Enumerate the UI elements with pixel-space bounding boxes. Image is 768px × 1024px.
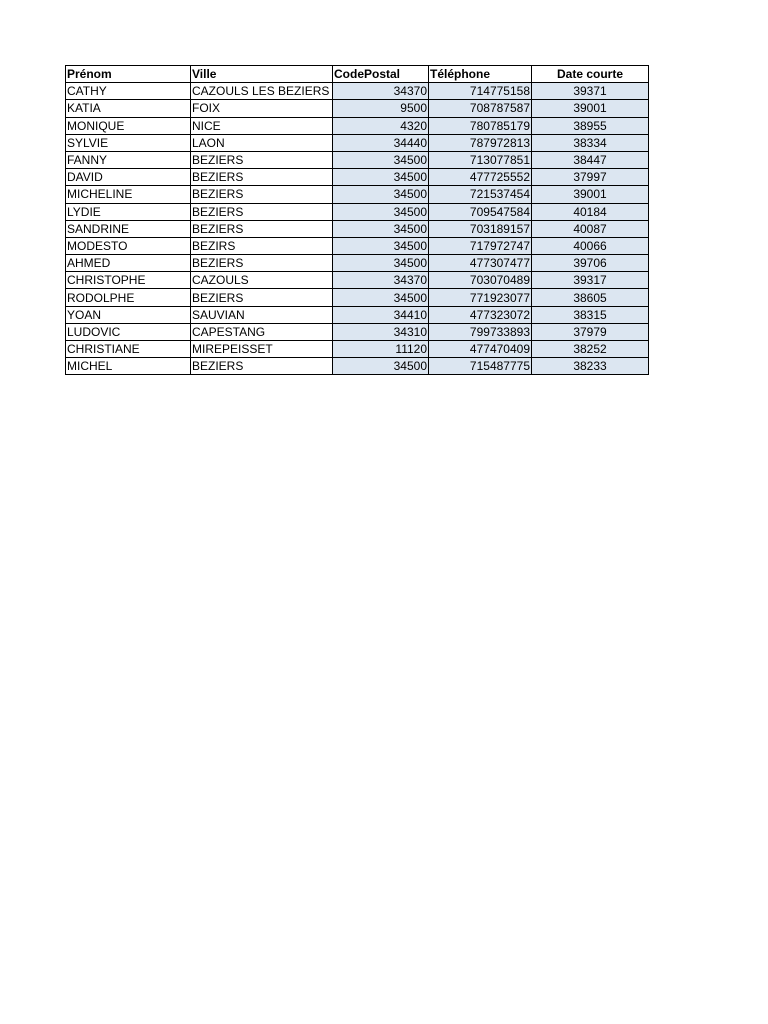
- cell-prenom[interactable]: CHRISTIANE: [66, 341, 191, 358]
- cell-codepostal[interactable]: 4320: [333, 117, 429, 134]
- cell-telephone[interactable]: 708787587: [429, 100, 532, 117]
- table-row: [66, 323, 649, 340]
- table-row: [66, 151, 649, 168]
- cell-codepostal[interactable]: 34500: [333, 358, 429, 375]
- cell-telephone[interactable]: 787972813: [429, 134, 532, 151]
- cell-ville[interactable]: BEZIRS: [191, 237, 333, 254]
- cell-prenom[interactable]: KATIA: [66, 100, 191, 117]
- cell-codepostal[interactable]: 34310: [333, 323, 429, 340]
- table-row: [66, 169, 649, 186]
- table-row: [66, 186, 649, 203]
- header-row: [66, 66, 649, 83]
- cell-ville[interactable]: BEZIERS: [191, 151, 333, 168]
- cell-ville[interactable]: BEZIERS: [191, 358, 333, 375]
- cell-prenom[interactable]: YOAN: [66, 306, 191, 323]
- cell-telephone[interactable]: 477470409: [429, 341, 532, 358]
- spreadsheet-page: [65, 65, 649, 375]
- cell-date-courte[interactable]: 38447: [532, 151, 649, 168]
- cell-prenom[interactable]: MONIQUE: [66, 117, 191, 134]
- cell-ville[interactable]: CAZOULS: [191, 272, 333, 289]
- cell-prenom[interactable]: SYLVIE: [66, 134, 191, 151]
- cell-prenom[interactable]: MICHELINE: [66, 186, 191, 203]
- cell-prenom[interactable]: LYDIE: [66, 203, 191, 220]
- cell-date-courte[interactable]: 38955: [532, 117, 649, 134]
- contacts-table: [65, 65, 649, 375]
- cell-date-courte[interactable]: 40066: [532, 237, 649, 254]
- cell-ville[interactable]: SAUVIAN: [191, 306, 333, 323]
- cell-ville[interactable]: BEZIERS: [191, 169, 333, 186]
- cell-codepostal[interactable]: 34500: [333, 186, 429, 203]
- table-body: [66, 83, 649, 375]
- cell-telephone[interactable]: 709547584: [429, 203, 532, 220]
- cell-ville[interactable]: CAPESTANG: [191, 323, 333, 340]
- table-row: [66, 358, 649, 375]
- cell-ville[interactable]: BEZIERS: [191, 203, 333, 220]
- header-telephone: Téléphone: [429, 66, 532, 83]
- table-row: [66, 220, 649, 237]
- header-codepostal: CodePostal: [333, 66, 429, 83]
- cell-telephone[interactable]: 713077851: [429, 151, 532, 168]
- cell-telephone[interactable]: 715487775: [429, 358, 532, 375]
- table-row: [66, 237, 649, 254]
- cell-prenom[interactable]: FANNY: [66, 151, 191, 168]
- cell-date-courte[interactable]: 37979: [532, 323, 649, 340]
- cell-codepostal[interactable]: 34500: [333, 203, 429, 220]
- cell-prenom[interactable]: RODOLPHE: [66, 289, 191, 306]
- table-row: [66, 306, 649, 323]
- cell-codepostal[interactable]: 34500: [333, 151, 429, 168]
- cell-prenom[interactable]: CATHY: [66, 83, 191, 100]
- cell-codepostal[interactable]: 9500: [333, 100, 429, 117]
- cell-ville[interactable]: LAON: [191, 134, 333, 151]
- cell-telephone[interactable]: 477323072: [429, 306, 532, 323]
- cell-prenom[interactable]: MODESTO: [66, 237, 191, 254]
- cell-date-courte[interactable]: 40184: [532, 203, 649, 220]
- cell-codepostal[interactable]: 34500: [333, 237, 429, 254]
- header-date-courte: Date courte: [532, 66, 649, 83]
- cell-telephone[interactable]: 477725552: [429, 169, 532, 186]
- cell-codepostal[interactable]: 34500: [333, 289, 429, 306]
- cell-prenom[interactable]: AHMED: [66, 255, 191, 272]
- cell-date-courte[interactable]: 40087: [532, 220, 649, 237]
- cell-date-courte[interactable]: 39317: [532, 272, 649, 289]
- table-row: [66, 255, 649, 272]
- cell-telephone[interactable]: 703189157: [429, 220, 532, 237]
- cell-telephone[interactable]: 477307477: [429, 255, 532, 272]
- cell-codepostal[interactable]: 34370: [333, 272, 429, 289]
- table-row: [66, 134, 649, 151]
- cell-ville[interactable]: BEZIERS: [191, 289, 333, 306]
- cell-date-courte[interactable]: 39371: [532, 83, 649, 100]
- table-row: [66, 100, 649, 117]
- cell-codepostal[interactable]: 34440: [333, 134, 429, 151]
- cell-prenom[interactable]: SANDRINE: [66, 220, 191, 237]
- cell-telephone[interactable]: 714775158: [429, 83, 532, 100]
- cell-date-courte[interactable]: 37997: [532, 169, 649, 186]
- table-row: [66, 83, 649, 100]
- cell-ville[interactable]: CAZOULS LES BEZIERS: [191, 83, 333, 100]
- cell-ville[interactable]: BEZIERS: [191, 186, 333, 203]
- table-row: [66, 117, 649, 134]
- cell-codepostal[interactable]: 34370: [333, 83, 429, 100]
- cell-prenom[interactable]: CHRISTOPHE: [66, 272, 191, 289]
- cell-ville[interactable]: FOIX: [191, 100, 333, 117]
- table-row: [66, 289, 649, 306]
- cell-date-courte[interactable]: 38233: [532, 358, 649, 375]
- cell-ville[interactable]: BEZIERS: [191, 220, 333, 237]
- cell-telephone[interactable]: 717972747: [429, 237, 532, 254]
- cell-date-courte[interactable]: 38315: [532, 306, 649, 323]
- table-row: [66, 341, 649, 358]
- table-row: [66, 272, 649, 289]
- cell-prenom[interactable]: MICHEL: [66, 358, 191, 375]
- cell-date-courte[interactable]: 39706: [532, 255, 649, 272]
- cell-codepostal[interactable]: 34410: [333, 306, 429, 323]
- cell-codepostal[interactable]: 34500: [333, 220, 429, 237]
- cell-telephone[interactable]: 780785179: [429, 117, 532, 134]
- cell-telephone[interactable]: 703070489: [429, 272, 532, 289]
- cell-ville[interactable]: BEZIERS: [191, 255, 333, 272]
- header-ville: Ville: [191, 66, 333, 83]
- table-row: [66, 203, 649, 220]
- cell-date-courte[interactable]: 38252: [532, 341, 649, 358]
- cell-prenom[interactable]: DAVID: [66, 169, 191, 186]
- cell-telephone[interactable]: 799733893: [429, 323, 532, 340]
- cell-telephone[interactable]: 721537454: [429, 186, 532, 203]
- cell-date-courte[interactable]: 39001: [532, 100, 649, 117]
- cell-codepostal[interactable]: 34500: [333, 255, 429, 272]
- cell-prenom[interactable]: LUDOVIC: [66, 323, 191, 340]
- header-prenom: Prénom: [66, 66, 191, 83]
- cell-codepostal[interactable]: 34500: [333, 169, 429, 186]
- cell-ville[interactable]: NICE: [191, 117, 333, 134]
- cell-codepostal[interactable]: 11120: [333, 341, 429, 358]
- cell-date-courte[interactable]: 38605: [532, 289, 649, 306]
- cell-date-courte[interactable]: 39001: [532, 186, 649, 203]
- cell-telephone[interactable]: 771923077: [429, 289, 532, 306]
- cell-date-courte[interactable]: 38334: [532, 134, 649, 151]
- cell-ville[interactable]: MIREPEISSET: [191, 341, 333, 358]
